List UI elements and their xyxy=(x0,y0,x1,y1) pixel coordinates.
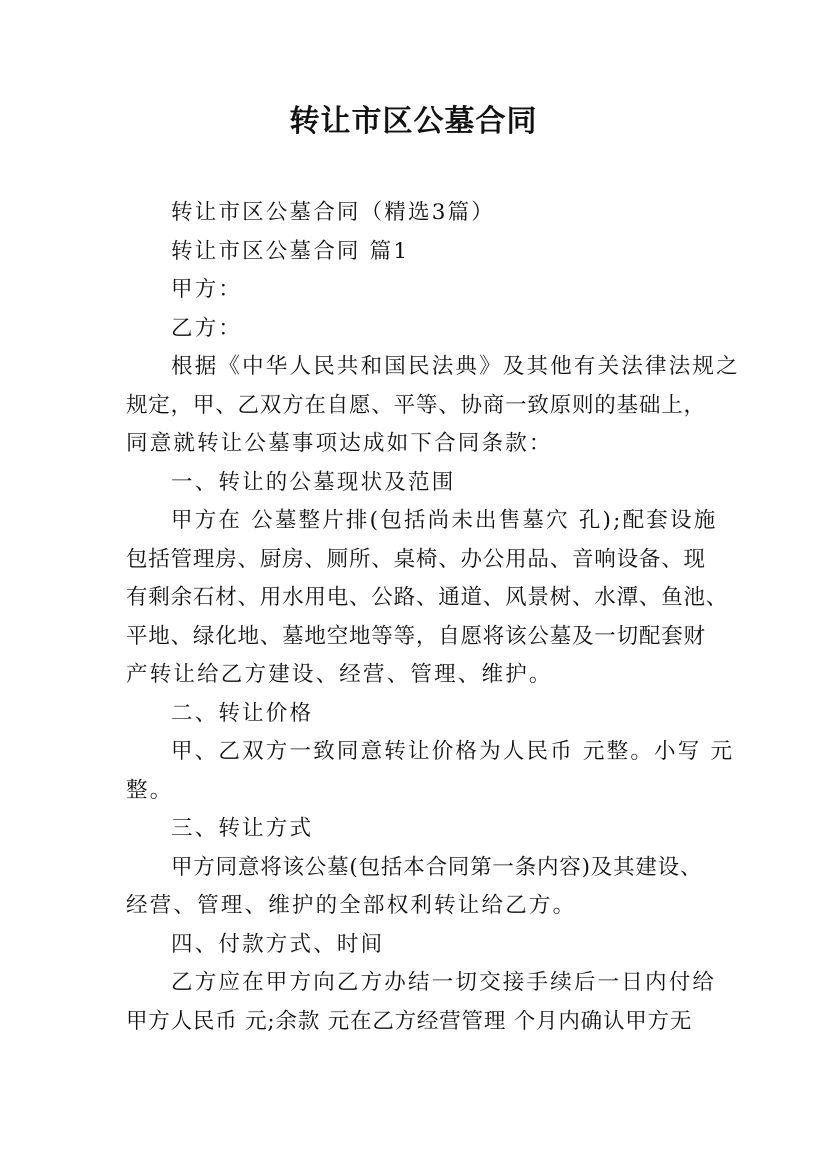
paragraph-line: 平地、绿化地、墓地空地等等，自愿将该公墓及一切配套财 xyxy=(126,623,706,649)
paragraph-line: 有剩余石材、用水用电、公路、通道、风景树、水潭、鱼池、 xyxy=(126,585,729,610)
paragraph-line: 包括管理房、厨房、厕所、桌椅、办公用品、音响设备、现 xyxy=(126,546,706,572)
paragraph-line: 甲方在 公墓整片排(包括尚未出售墓穴 孔);配套设施 xyxy=(171,508,718,533)
document-title: 转让市区公墓合同 xyxy=(289,104,538,139)
paragraph-line: 转让市区公墓合同 篇1 xyxy=(171,238,410,264)
paragraph-line: 乙方应在甲方向乙方办结一切交接手续后一日内付给 xyxy=(171,970,717,995)
section-heading: 一、转让的公墓现状及范围 xyxy=(171,469,456,495)
section-heading: 四、付款方式、时间 xyxy=(171,931,385,957)
paragraph-line: 经营、管理、维护的全部权利转让给乙方。 xyxy=(126,893,577,918)
paragraph-line: 规定，甲、乙双方在自愿、平等、协商一致原则的基础上， xyxy=(126,392,706,418)
paragraph-line: 甲方人民币 元;余款 元在乙方经营管理 个月内确认甲方无 xyxy=(126,1008,693,1034)
paragraph-line: 乙方： xyxy=(171,315,243,341)
section-heading: 三、转让方式 xyxy=(171,816,314,841)
paragraph-line: 甲方同意将该公墓(包括本合同第一条内容)及其建设、 xyxy=(171,854,703,880)
paragraph-line: 根据《中华人民共和国民法典》及其他有关法律法规之 xyxy=(171,354,740,379)
paragraph-line: 同意就转让公墓事项达成如下合同条款： xyxy=(126,431,553,456)
paragraph-line: 甲、乙双方一致同意转让价格为人民币 元整。小写 元 xyxy=(171,739,735,764)
section-heading: 二、转让价格 xyxy=(171,700,314,726)
paragraph-line: 产转让给乙方建设、经营、管理、维护。 xyxy=(126,662,553,687)
paragraph-line: 甲方： xyxy=(171,277,243,302)
paragraph-line: 整。 xyxy=(126,777,174,803)
paragraph-line: 转让市区公墓合同（精选3篇） xyxy=(171,200,495,225)
document-body xyxy=(126,194,740,1041)
